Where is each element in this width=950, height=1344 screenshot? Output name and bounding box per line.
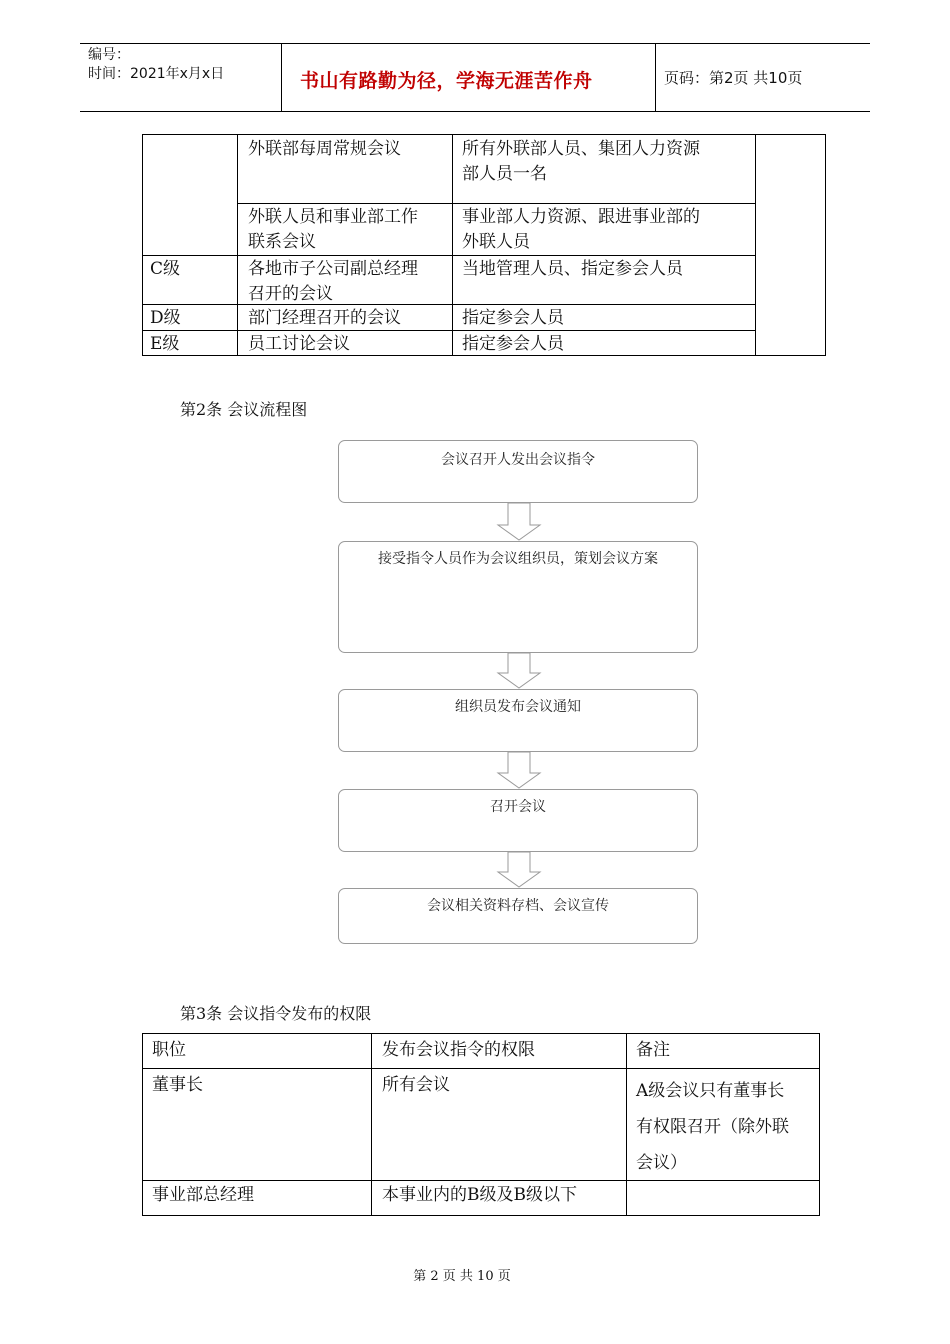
note-line: A级会议只有董事长 <box>636 1081 785 1101</box>
level-cell: D级 <box>150 308 181 328</box>
meeting-cell: 部门经理召开的会议 <box>248 308 401 328</box>
attendees-cell: 当地管理人员、指定参会人员 <box>462 259 683 279</box>
authority-cell: 本事业内的B级及B级以下 <box>382 1185 577 1205</box>
header-page-info: 页码：第2页 共10页 <box>664 69 803 87</box>
position-cell: 事业部总经理 <box>152 1185 254 1205</box>
column-header-note: 备注 <box>636 1040 670 1060</box>
arrow-down-icon <box>496 653 542 689</box>
attendees-line: 部人员一名 <box>462 164 547 184</box>
attendees-line: 外联人员 <box>462 232 530 252</box>
section-2-title: 第2条 会议流程图 <box>180 400 308 419</box>
level-cell: C级 <box>150 259 181 279</box>
flow-step-4: 召开会议 <box>338 789 698 852</box>
meeting-cell <box>248 257 418 307</box>
note-line: 会议） <box>636 1153 687 1173</box>
arrow-down-icon <box>496 752 542 789</box>
position-cell: 董事长 <box>152 1075 203 1095</box>
flow-step-3: 组织员发布会议通知 <box>338 689 698 752</box>
attendees-line: 事业部人力资源、跟进事业部的 <box>462 207 700 227</box>
meeting-line: 外联人员和事业部工作 <box>248 207 418 227</box>
attendees-cell <box>462 137 700 187</box>
column-header-authority: 发布会议指令的权限 <box>382 1040 535 1060</box>
note-line: 有权限召开（除外联 <box>636 1117 789 1137</box>
flow-step-5: 会议相关资料存档、会议宣传 <box>338 888 698 944</box>
meeting-line: 联系会议 <box>248 232 316 252</box>
attendees-cell: 指定参会人员 <box>462 308 564 328</box>
meeting-line: 各地市子公司副总经理 <box>248 259 418 279</box>
document-code-label: 编号： <box>88 47 130 63</box>
arrow-down-icon <box>496 852 542 888</box>
arrow-down-icon <box>496 503 542 541</box>
section-3-title: 第3条 会议指令发布的权限 <box>180 1004 372 1023</box>
meeting-line: 召开的会议 <box>248 284 333 304</box>
attendees-line: 所有外联部人员、集团人力资源 <box>462 139 700 159</box>
level-cell: E级 <box>150 334 180 354</box>
flow-step-1: 会议召开人发出会议指令 <box>338 440 698 503</box>
attendees-cell <box>462 205 700 255</box>
note-cell <box>636 1073 789 1181</box>
column-header-position: 职位 <box>152 1040 186 1060</box>
flow-step-2: 接受指令人员作为会议组织员，策划会议方案 <box>338 541 698 653</box>
meeting-cell: 外联部每周常规会议 <box>248 139 401 159</box>
table-row <box>248 137 401 162</box>
page-footer: 第 2 页 共 10 页 <box>413 1269 511 1284</box>
header-motto: 书山有路勤为径，学海无涯苦作舟 <box>300 70 593 92</box>
document-time-label: 时间：2021年x月x日 <box>88 66 225 82</box>
authority-cell: 所有会议 <box>382 1075 450 1095</box>
attendees-cell: 指定参会人员 <box>462 334 564 354</box>
meeting-cell: 员工讨论会议 <box>248 334 350 354</box>
meeting-cell <box>248 205 418 255</box>
